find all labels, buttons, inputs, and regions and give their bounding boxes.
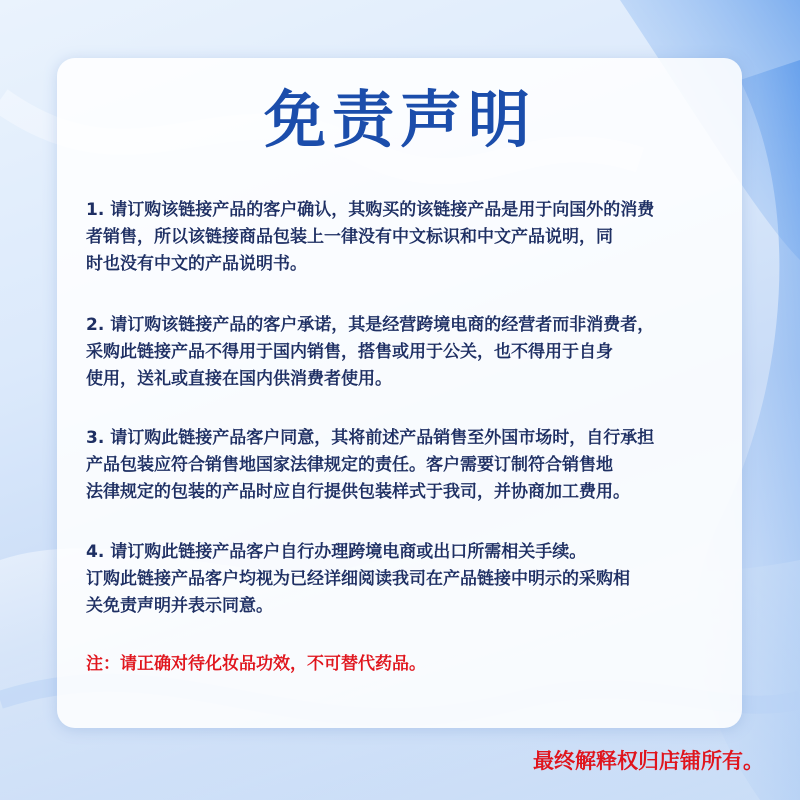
paragraph-line: 订购此链接产品客户均视为已经详细阅读我司在产品链接中明示的采购相 bbox=[86, 569, 630, 589]
final-interpretation-footer: 最终解释权归店铺所有。 bbox=[533, 749, 764, 773]
paragraph-line: 使用，送礼或直接在国内供消费者使用。 bbox=[86, 369, 392, 389]
disclaimer-paragraph-2 bbox=[86, 312, 736, 393]
paragraph-line: 时也没有中文的产品说明书。 bbox=[86, 254, 307, 274]
disclaimer-paragraph-4 bbox=[86, 539, 736, 620]
paragraph-line: 者销售，所以该链接商品包装上一律没有中文标识和中文产品说明，同 bbox=[86, 227, 613, 247]
disclaimer-paragraph-1 bbox=[86, 197, 736, 278]
paragraph-line: 产品包装应符合销售地国家法律规定的责任。客户需要订制符合销售地 bbox=[86, 455, 613, 475]
paragraph-line: 法律规定的包装的产品时应自行提供包装样式于我司，并协商加工费用。 bbox=[86, 482, 630, 502]
cosmetics-warning-note: 注：请正确对待化妆品功效，不可替代药品。 bbox=[86, 654, 426, 674]
paragraph-line: 关免责声明并表示同意。 bbox=[86, 596, 273, 616]
paragraph-line: 1. 请订购该链接产品的客户确认，其购买的该链接产品是用于向国外的消费 bbox=[86, 200, 655, 220]
page-title: 免责声明 bbox=[263, 83, 536, 156]
disclaimer-paragraph-3 bbox=[86, 425, 736, 506]
paragraph-line: 采购此链接产品不得用于国内销售，搭售或用于公关，也不得用于自身 bbox=[86, 342, 613, 362]
paragraph-line: 3. 请订购此链接产品客户同意，其将前述产品销售至外国市场时，自行承担 bbox=[86, 428, 655, 448]
paragraph-line: 4. 请订购此链接产品客户自行办理跨境电商或出口所需相关手续。 bbox=[86, 542, 587, 562]
paragraph-line: 2. 请订购该链接产品的客户承诺，其是经营跨境电商的经营者而非消费者， bbox=[86, 315, 655, 335]
